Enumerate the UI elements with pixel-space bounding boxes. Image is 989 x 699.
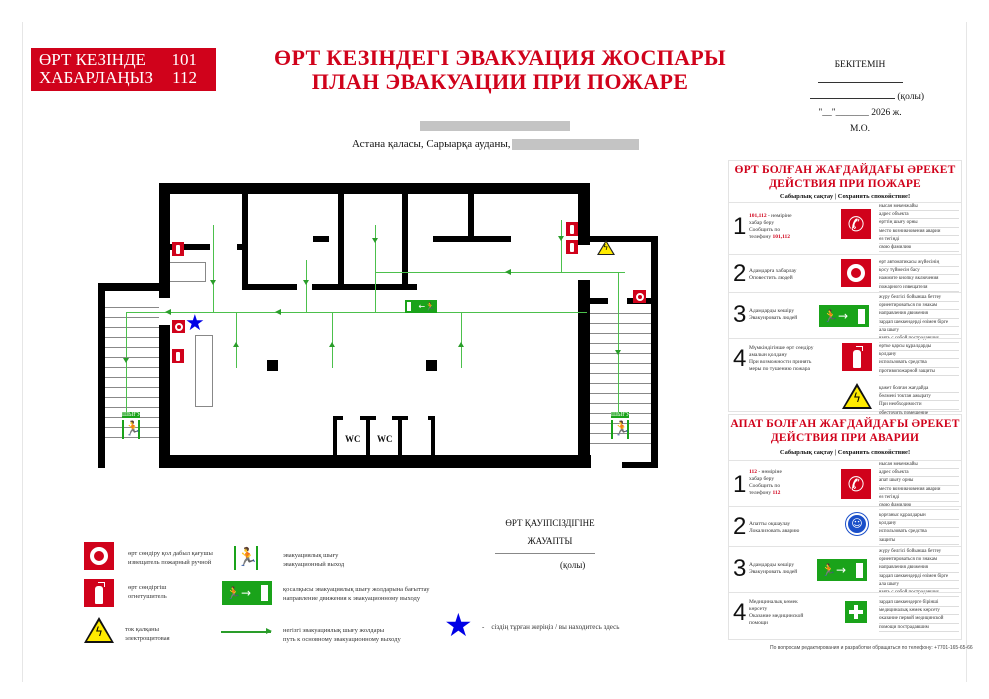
exit-direction-sign-icon: 🏃→: [819, 305, 869, 327]
evacuation-path: [375, 272, 625, 273]
legend-path: негізгі эвакуациялық шығу жолдары путь к основному эвакуационному выходу: [283, 627, 401, 643]
emergency-exit-icon: 🏃: [236, 547, 259, 568]
fire-alarm-button-icon: [172, 320, 185, 333]
wc-label: WC: [377, 434, 393, 444]
accident-step-3: 3 Адамдарды көшіру Эвакуировать людей 🏃→ жүру белгісі бойынша бетгеу ориентироваться по знакам направления движения зардап шеккендерді өзімен бірге ала шығу взять с собой пострадавших: [729, 546, 961, 592]
address-text: Астана қаласы, Сарыарқа ауданы,: [352, 138, 511, 150]
approval-heading: БЕКІТЕМІН: [834, 60, 886, 70]
evacuation-path: [236, 312, 237, 368]
emergency-numbers-banner: [31, 48, 216, 91]
fire-alarm-button-icon: [633, 290, 646, 303]
responsible-person: [485, 514, 615, 550]
fire-step-1: 1 101,112 - нөміріне хабар беру Сообщить по телефону 101,112 ✆ нысан мекенжайы адрес объекта өрттің шығу орны место возникновения аварии өз тегіңді свою фамилию: [729, 202, 961, 254]
fire-extinguisher-icon: [84, 579, 114, 607]
accident-actions-panel: [728, 414, 962, 640]
legend-you-are-here: - сіздің тұрған жеріңіз / вы находитесь здесь: [482, 623, 620, 631]
fire-panel-subtitle: Сабырлық сақтау | Сохранять спокойствие!: [779, 193, 911, 200]
accident-panel-title: АПАТ БОЛҒАН ЖАҒДАЙДАҒЫ ӘРЕКЕТ ДЕЙСТВИЯ ПРИ АВАРИИ: [730, 418, 960, 444]
protective-mask-icon: ☺: [846, 513, 868, 535]
wall: [333, 416, 343, 420]
approval-sign-line: [810, 89, 895, 99]
phone-icon: ✆: [841, 209, 871, 239]
wall: [242, 194, 248, 290]
fire-step-3: 3 Адамдарды көшіру Эвакуировать людей 🏃→ жүру белгісі бойынша бетгеу ориентироваться по знакам направления движения зардап шеккендерді өзімен бірге ала шығу взять с собой пострадавших: [729, 292, 961, 338]
wall: [398, 416, 402, 456]
redacted-organization: [420, 121, 570, 131]
emergency-number: 112: [172, 68, 197, 87]
responsible-sign-label: (қолы): [560, 560, 586, 570]
fire-extinguisher-icon: [566, 240, 578, 254]
legend-extinguisher: өрт сөндіргіш огнетушитель: [128, 584, 167, 600]
evacuation-path: [126, 312, 127, 417]
fire-number: 101: [171, 50, 197, 69]
page-title: [240, 46, 760, 94]
wall: [159, 325, 170, 468]
emergency-exit-icon: 🏃: [124, 421, 142, 437]
wall: [159, 455, 591, 468]
title-ru: ПЛАН ЭВАКУАЦИИ ПРИ ПОЖАРЕ: [311, 69, 689, 94]
redacted-address: [512, 139, 639, 150]
wall: [313, 236, 329, 242]
footer-note: По вопросам редактирования и разработки обращаться по телефону: +7701-165-65-66: [770, 645, 973, 651]
wall: [312, 284, 402, 290]
wall: [578, 236, 658, 242]
wall: [333, 416, 337, 456]
fire-step-4: 4 Мүмкіндігінше өрт сөндіру амалын қолдану При возможности принять меры по тушению пожара өртке қарсы құралдарды қолдану использовать средства противопожарной защиты ϟ қажет болған жағдайда бөлмені токтан ажырату При необходимости: [729, 338, 961, 418]
emergency-exit-icon: 🏃: [613, 421, 631, 437]
wall: [428, 416, 435, 420]
banner-label-1: ӨРТ КЕЗІНДЕ: [39, 50, 146, 69]
fire-extinguisher-icon: [172, 349, 184, 363]
legend-exit: эвакуациялық шығу эвакуационный выход: [283, 552, 345, 568]
responsible-sign-line: [495, 553, 595, 554]
legend-exit-direction: қосалқысы эвакуациялық шығу жолдарына бағыттау направление движения к эвакуационному выходу: [283, 586, 430, 602]
you-are-here-star-icon: ★: [185, 311, 205, 336]
wall: [402, 194, 408, 290]
exit-direction-sign-icon: 🏃→: [817, 559, 867, 581]
fire-extinguisher-icon: [842, 343, 872, 371]
wall: [468, 194, 474, 242]
fire-extinguisher-icon: [172, 242, 184, 256]
phone-icon: ✆: [841, 469, 871, 499]
evacuation-path-arrow-icon: [221, 631, 271, 633]
legend-alarm: өрт сөндіру қол дабыл қағушы извещатель пожарный ручной: [128, 550, 213, 566]
wall: [242, 284, 297, 290]
wall: [159, 183, 170, 298]
fire-alarm-button-icon: [84, 542, 114, 570]
wall: [392, 416, 408, 420]
reception-desk: [195, 335, 213, 407]
exit-direction-sign-icon: ←🏃: [405, 300, 437, 313]
accident-panel-subtitle: Сабырлық сақтау | Сохранять спокойствие!: [779, 449, 911, 456]
fire-actions-panel: [728, 160, 962, 412]
wall: [578, 280, 590, 468]
address: [352, 138, 639, 150]
approval-line: [818, 73, 903, 83]
wall: [98, 283, 105, 468]
accident-step-1: 1 112 - нөміріне хабар беру Сообщить по телефону 112 ✆ нысан мекенжайы адрес объекта апат шығу орны место возникновения аварии өз тегіңді свою фамилию: [729, 460, 961, 506]
accident-step-2: 2 Апатты оқшаулау Локализовать аварию ☺ қорғаныс құралдарын қолдану использовать средства защиты: [729, 506, 961, 546]
wc-label: WC: [345, 434, 361, 444]
wall: [590, 298, 608, 304]
wall: [338, 194, 344, 290]
first-aid-icon: [845, 601, 867, 623]
high-voltage-icon: ϟ: [842, 383, 872, 409]
exit-label: ШЫҒУ: [611, 412, 631, 418]
approval-date: "__"_______ 2026 ж.: [818, 108, 902, 118]
column: [426, 360, 437, 371]
fire-alarm-button-icon: [841, 259, 871, 287]
wall: [565, 462, 590, 468]
wall: [402, 284, 417, 290]
wall: [98, 283, 170, 291]
wall: [651, 236, 658, 468]
high-voltage-icon: ϟ: [84, 617, 114, 643]
wall: [433, 236, 511, 242]
responsible-line2: ЖАУАПТЫ: [527, 536, 573, 546]
wall: [431, 416, 435, 456]
exit-label: ШЫҒУ: [122, 412, 142, 418]
evacuation-path: [461, 312, 462, 368]
exit-direction-sign-icon: 🏃→: [222, 581, 272, 605]
approval-stamp: М.О.: [849, 124, 871, 134]
title-kz: ӨРТ КЕЗІНДЕГІ ЭВАКУАЦИЯ ЖОСПАРЫ: [274, 45, 726, 70]
fire-extinguisher-icon: [566, 222, 578, 236]
fire-step-2: 2 Адамдарға хабарлау Оповестить людей өрт автоматикасы жүйесінің қосу түймесін басу нажмите кнопку включения пожарного извещателя: [729, 254, 961, 292]
evacuation-path: [618, 272, 619, 412]
accident-step-4: 4 Медициналық көмек көрсету Оказание медицинской помощи зардап шеккендерге бірінші медициналық көмек көрсету оказание первой медицинской помощи пострадавшим: [729, 592, 961, 632]
counter: [170, 262, 206, 282]
wall: [159, 183, 590, 194]
evacuation-path: [213, 225, 214, 313]
fire-panel-title: ӨРТ БОЛҒАН ЖАҒДАЙДАҒЫ ӘРЕКЕТ ДЕЙСТВИЯ ПРИ ПОЖАРЕ: [734, 164, 956, 190]
evacuation-path: [332, 312, 333, 368]
floor-plan: [95, 180, 695, 480]
wall: [360, 416, 376, 420]
you-are-here-star-icon: ★: [444, 606, 473, 644]
legend-electrical: ток қалқаны электрощитовая: [125, 626, 170, 642]
evacuation-path: [561, 220, 562, 273]
column: [267, 360, 278, 371]
evacuation-path: [306, 260, 307, 313]
responsible-line1: ӨРТ ҚАУІПСІЗДІГІНЕ: [505, 518, 595, 528]
wall: [366, 416, 370, 456]
banner-label-2: ХАБАРЛАҢЫЗ: [39, 68, 153, 87]
wall: [622, 462, 658, 468]
approval-block: [800, 57, 925, 137]
high-voltage-icon: ϟ: [597, 240, 615, 255]
approval-sign-label: (қолы): [897, 92, 925, 102]
